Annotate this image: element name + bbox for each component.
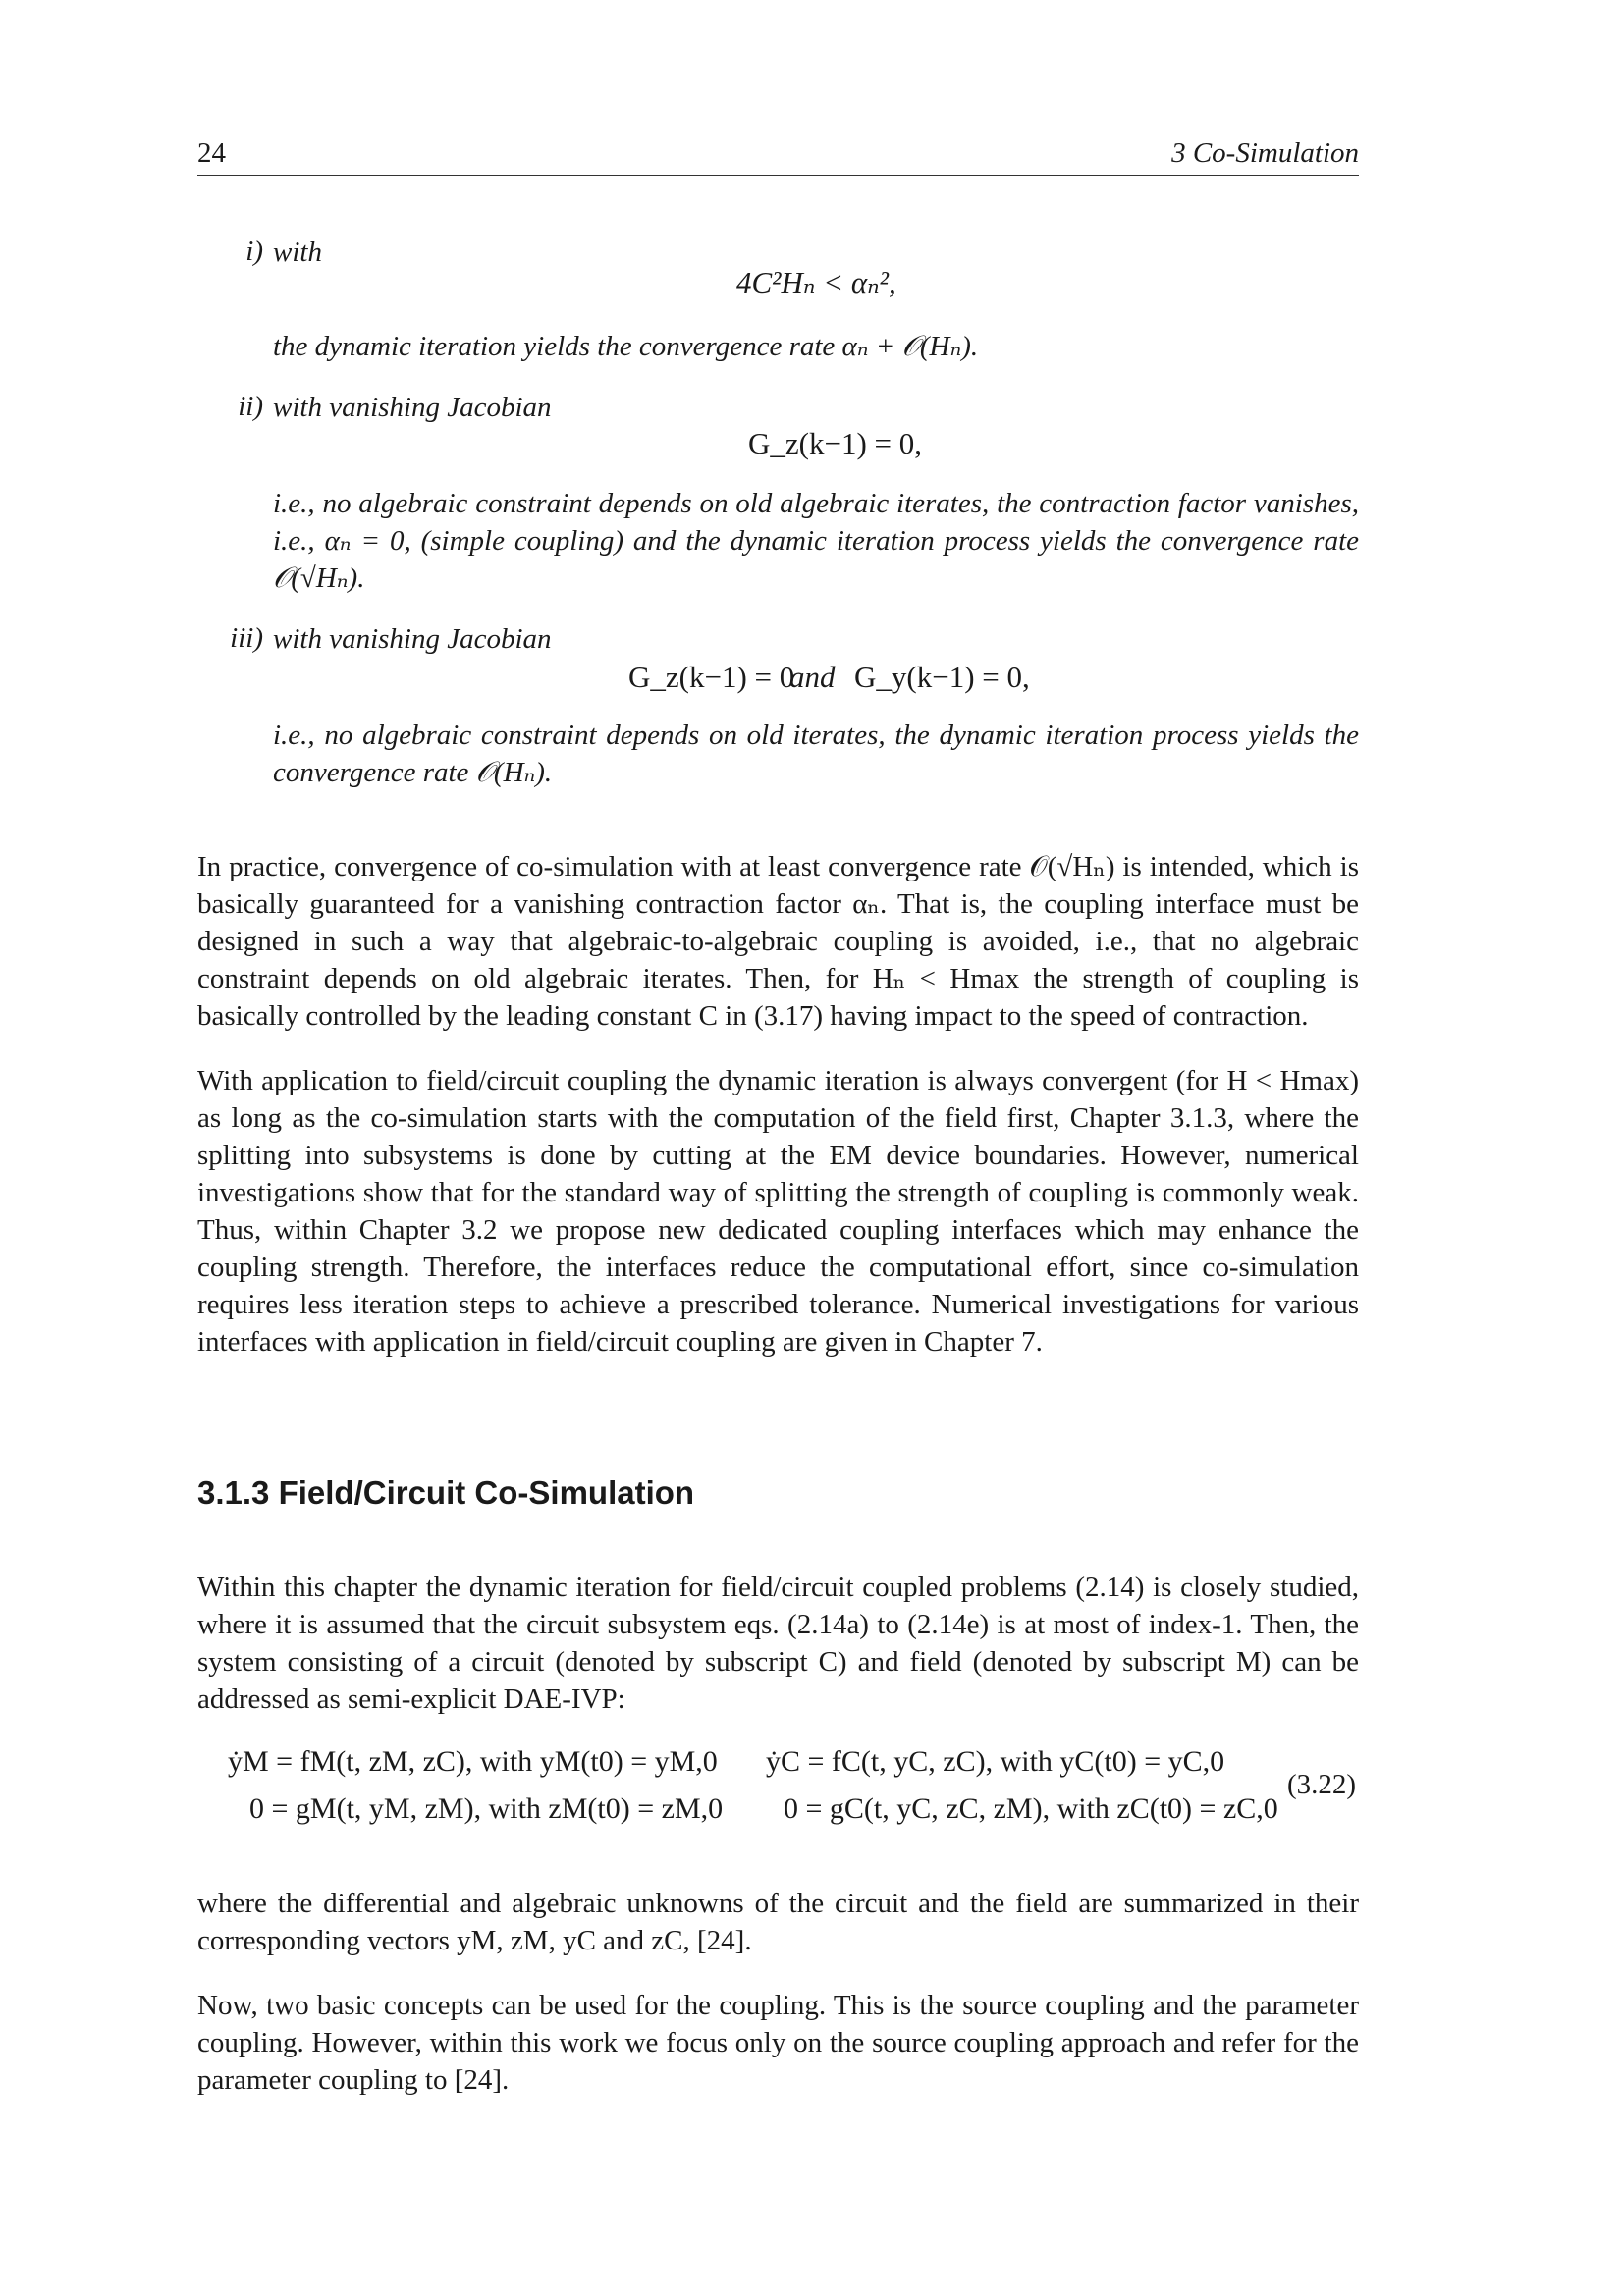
equation-and: and — [789, 660, 836, 694]
list-intro-i: with — [273, 237, 322, 268]
list-text-ii: i.e., no algebraic constraint depends on old algebraic iterates, the contraction factor vanishes, i.e., αₙ = 0, (simple coupling) and the dynamic iteration process yields the convergence rate 𝒪(√Hₙ). — [273, 488, 1359, 594]
equation-row2-field: 0 = gM(t, yM, zM), with zM(t0) = zM,0 — [249, 1792, 724, 1825]
equation-number: (3.22) — [1287, 1769, 1357, 1800]
equation-jacobian-iii-left: G_z(k−1) = 0 — [628, 660, 795, 694]
paragraph-5: Now, two basic concepts can be used for the coupling. This is the source coupling and the parameter coupling. However, within this work we focus only on the source coupling approach and refer for the parameter coupling to [24]. — [197, 1990, 1359, 2096]
section-heading: 3.1.3 Field/Circuit Co-Simulation — [197, 1474, 695, 1511]
paragraph-2: With application to field/circuit coupling the dynamic iteration is always convergent (for H < Hmax) as long as the co-simulation starts with the computation of the field first, Chapter 3.1.3, where the splitting into subsystems is done by cutting at the EM device boundaries. However, numerical investigations show that for the standard way of splitting the strength of coupling is commonly weak. Thus, within Chapter 3.2 we propose new dedicated coupling interfaces which may enhance the coupling strength. Therefore, the interfaces reduce the computational effort, since co-simulation requires less iteration steps to achieve a prescribed tolerance. Numerical investigations for various interfaces with application in field/circuit coupling are given in Chapter 7. — [197, 1065, 1359, 1358]
equation-jacobian-ii: G_z(k−1) = 0, — [748, 426, 923, 460]
running-chapter-title: 3 Co-Simulation — [1171, 137, 1359, 169]
equation-row2-circuit: 0 = gC(t, yC, zC, zM), with zC(t0) = zC,0 — [784, 1792, 1278, 1825]
page-header — [197, 135, 1359, 176]
list-label-ii: ii) — [238, 391, 263, 422]
paragraph-1: In practice, convergence of co-simulation with at least convergence rate 𝒪(√Hₙ) is intended, which is basically guaranteed for a vanishing contraction factor αₙ. That is, the coupling interface must be designed in such a way that algebraic-to-algebraic coupling is avoided, i.e., that no algebraic constraint depends on old algebraic iterates. Then, for Hₙ < Hmax the strength of coupling is basically controlled by the leading constant C in (3.17) having impact to the speed of contraction. — [197, 851, 1359, 1032]
list-text-i: the dynamic iteration yields the convergence rate αₙ + 𝒪(Hₙ). — [273, 331, 979, 362]
list-label-i: i) — [245, 236, 263, 267]
paragraph-3: Within this chapter the dynamic iteration for field/circuit coupled problems (2.14) is closely studied, where it is assumed that the circuit subsystem eqs. (2.14a) to (2.14e) is at most of index-1. Then, the system consisting of a circuit (denoted by subscript C) and field (denoted by subscript M) can be addressed as semi-explicit DAE-IVP: — [197, 1572, 1359, 1715]
list-text-iii: i.e., no algebraic constraint depends on old iterates, the dynamic iteration process yields the convergence rate 𝒪(Hₙ). — [273, 720, 1359, 788]
list-label-iii: iii) — [230, 622, 263, 654]
equation-row1-field: ẏM = fM(t, zM, zC), with yM(t0) = yM,0 — [228, 1745, 718, 1778]
equation-row1-circuit: ẏC = fC(t, yC, zC), with yC(t0) = yC,0 — [766, 1745, 1225, 1778]
equation-jacobian-iii-right: G_y(k−1) = 0, — [854, 660, 1030, 694]
equation-condition-i: 4C²Hₙ < αₙ², — [736, 265, 896, 299]
list-intro-ii: with vanishing Jacobian — [273, 392, 552, 423]
page-number: 24 — [197, 137, 226, 169]
paragraph-4: where the differential and algebraic unknowns of the circuit and the field are summarized in their corresponding vectors yM, zM, yC and zC, [24]. — [197, 1888, 1359, 1956]
list-intro-iii: with vanishing Jacobian — [273, 623, 552, 655]
